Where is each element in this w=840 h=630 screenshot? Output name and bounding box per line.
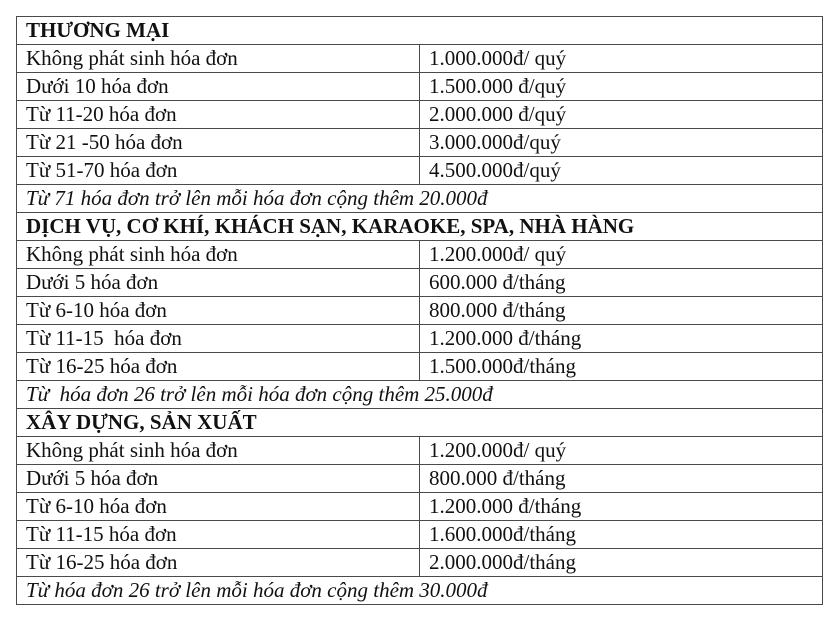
row-price: 800.000 đ/tháng xyxy=(420,297,823,325)
table-row xyxy=(17,493,823,521)
row-label: Từ 11-20 hóa đơn xyxy=(17,101,420,129)
row-label: Dưới 5 hóa đơn xyxy=(17,465,420,493)
section-title: DỊCH VỤ, CƠ KHÍ, KHÁCH SẠN, KARAOKE, SPA, NHÀ HÀNG xyxy=(17,213,823,241)
row-label: Từ 6-10 hóa đơn xyxy=(17,493,420,521)
table-row xyxy=(17,73,823,101)
table-row xyxy=(17,269,823,297)
section-note xyxy=(17,185,823,213)
section-title: XÂY DỰNG, SẢN XUẤT xyxy=(17,409,823,437)
row-label: Từ 21 -50 hóa đơn xyxy=(17,129,420,157)
row-price: 1.200.000đ/ quý xyxy=(420,241,823,269)
row-price: 1.500.000đ/tháng xyxy=(420,353,823,381)
table-row xyxy=(17,465,823,493)
section-header-dich-vu xyxy=(17,213,823,241)
row-label: Từ 51-70 hóa đơn xyxy=(17,157,420,185)
table-row xyxy=(17,353,823,381)
row-label: Dưới 10 hóa đơn xyxy=(17,73,420,101)
row-price: 4.500.000đ/quý xyxy=(420,157,823,185)
section-header-thuong-mai xyxy=(17,17,823,45)
note-text: Từ 71 hóa đơn trở lên mỗi hóa đơn cộng thêm 20.000đ xyxy=(17,185,823,213)
section-note xyxy=(17,381,823,409)
row-label: Từ 11-15 hóa đơn xyxy=(17,325,420,353)
row-label: Không phát sinh hóa đơn xyxy=(17,45,420,73)
row-price: 2.000.000 đ/quý xyxy=(420,101,823,129)
row-price: 1.200.000 đ/tháng xyxy=(420,493,823,521)
row-label: Không phát sinh hóa đơn xyxy=(17,241,420,269)
row-label: Từ 16-25 hóa đơn xyxy=(17,353,420,381)
table-row xyxy=(17,297,823,325)
row-label: Từ 6-10 hóa đơn xyxy=(17,297,420,325)
note-text: Từ hóa đơn 26 trở lên mỗi hóa đơn cộng thêm 25.000đ xyxy=(17,381,823,409)
table-row xyxy=(17,157,823,185)
row-label: Từ 16-25 hóa đơn xyxy=(17,549,420,577)
row-price: 1.500.000 đ/quý xyxy=(420,73,823,101)
table-row xyxy=(17,101,823,129)
table-row xyxy=(17,129,823,157)
row-label: Từ 11-15 hóa đơn xyxy=(17,521,420,549)
row-price: 1.200.000đ/ quý xyxy=(420,437,823,465)
row-price: 1.200.000 đ/tháng xyxy=(420,325,823,353)
row-price: 800.000 đ/tháng xyxy=(420,465,823,493)
note-text: Từ hóa đơn 26 trở lên mỗi hóa đơn cộng thêm 30.000đ xyxy=(17,577,823,605)
row-price: 1.000.000đ/ quý xyxy=(420,45,823,73)
price-table xyxy=(16,16,823,605)
table-row xyxy=(17,45,823,73)
table-row xyxy=(17,325,823,353)
row-price: 1.600.000đ/tháng xyxy=(420,521,823,549)
row-label: Dưới 5 hóa đơn xyxy=(17,269,420,297)
row-price: 3.000.000đ/quý xyxy=(420,129,823,157)
section-note xyxy=(17,577,823,605)
row-price: 600.000 đ/tháng xyxy=(420,269,823,297)
row-price: 2.000.000đ/tháng xyxy=(420,549,823,577)
table-row xyxy=(17,437,823,465)
section-header-xay-dung xyxy=(17,409,823,437)
section-title: THƯƠNG MẠI xyxy=(17,17,823,45)
table-row xyxy=(17,241,823,269)
table-row xyxy=(17,549,823,577)
row-label: Không phát sinh hóa đơn xyxy=(17,437,420,465)
table-row xyxy=(17,521,823,549)
